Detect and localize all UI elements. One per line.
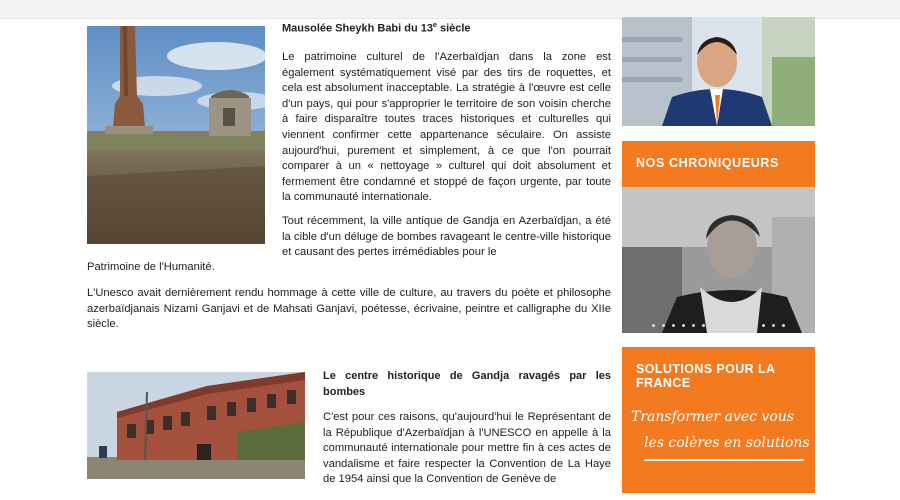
chroniqueur-carousel[interactable] [622,187,815,333]
article-paragraph-continuation: Patrimoine de l'Humanité. [87,261,215,273]
carousel-dot[interactable] [682,324,685,327]
carousel-dot[interactable] [752,324,755,327]
carousel-dot[interactable] [732,324,735,327]
photo-caption: Le centre historique de Gandja ravagés par les bombes [323,370,611,398]
article-paragraph: Tout récemment, la ville antique de Gandja en Azerbaïdjan, a été la cible d'un déluge de bombes ravageant le centre-ville historique et causant des pertes irrémédiables pour le [282,215,611,259]
solutions-slogan-line2: les colères en solutions [644,435,810,451]
carousel-dot[interactable] [772,324,775,327]
carousel-dot[interactable] [662,324,665,327]
damaged-building-photo [87,372,305,479]
article-paragraph: C'est pour ces raisons, qu'aujourd'hui le Représentant de la République d'Azerbaïdjan à l'UNESCO en appelle à la communauté internationale pour mettre fin à ces actes de vandalisme et faire respecter la Convention de La Haye de 1954 ainsi que la Convention de Genève de [323,411,611,486]
carousel-dot[interactable] [672,324,675,327]
carousel-dots [622,314,815,332]
solutions-title: SOLUTIONS POUR LA FRANCE [636,362,775,390]
carousel-dot[interactable] [782,324,785,327]
photo-caption: Mausolée Sheykh Babi du 13e siècle [282,22,471,35]
chroniqueurs-title: NOS CHRONIQUEURS [636,156,779,170]
solutions-slogan-line1: Transformer avec vous [631,409,794,425]
mausoleum-photo [87,26,265,244]
carousel-dot[interactable] [702,324,705,327]
carousel-dot[interactable] [692,324,695,327]
carousel-dot[interactable] [742,324,745,327]
carousel-dot[interactable] [762,324,765,327]
article-paragraph: Le patrimoine culturel de l'Azerbaïdjan dans la zone est également systématiquement visé par des tirs de roquettes, et cela est absolument inacceptable. La stratégie à l'œuvre est celle d'un pays, qui pour s'approprier le territoire de son voisin cherche à faire disparaître toutes traces historiques et culturelles qui viennent confirmer cette appartenance séculaire. On assiste aujourd'hui, purement et simplement, à ce que l'on pourrait comparer à un « nettoyage » culturel qui doit absolument et fermement être condamné et stoppé de façon urgente, par toute la communauté internationale. [282,51,611,204]
chroniqueurs-banner[interactable] [622,141,815,187]
carousel-dot[interactable] [722,324,725,327]
carousel-dot[interactable] [652,324,655,327]
solutions-banner[interactable] [622,347,815,493]
carousel-dot[interactable] [712,324,715,327]
representative-portrait[interactable] [622,17,815,126]
article-paragraph: L'Unesco avait dernièrement rendu hommage à cette ville de culture, au travers du poète et philosophe azerbaïdjanais Nizami Ganjavi et de Mahsati Ganjavi, poétesse, écrivaine, peintre et calligraphe du XIIe siècle. [87,287,611,331]
slogan-underline [644,459,804,461]
